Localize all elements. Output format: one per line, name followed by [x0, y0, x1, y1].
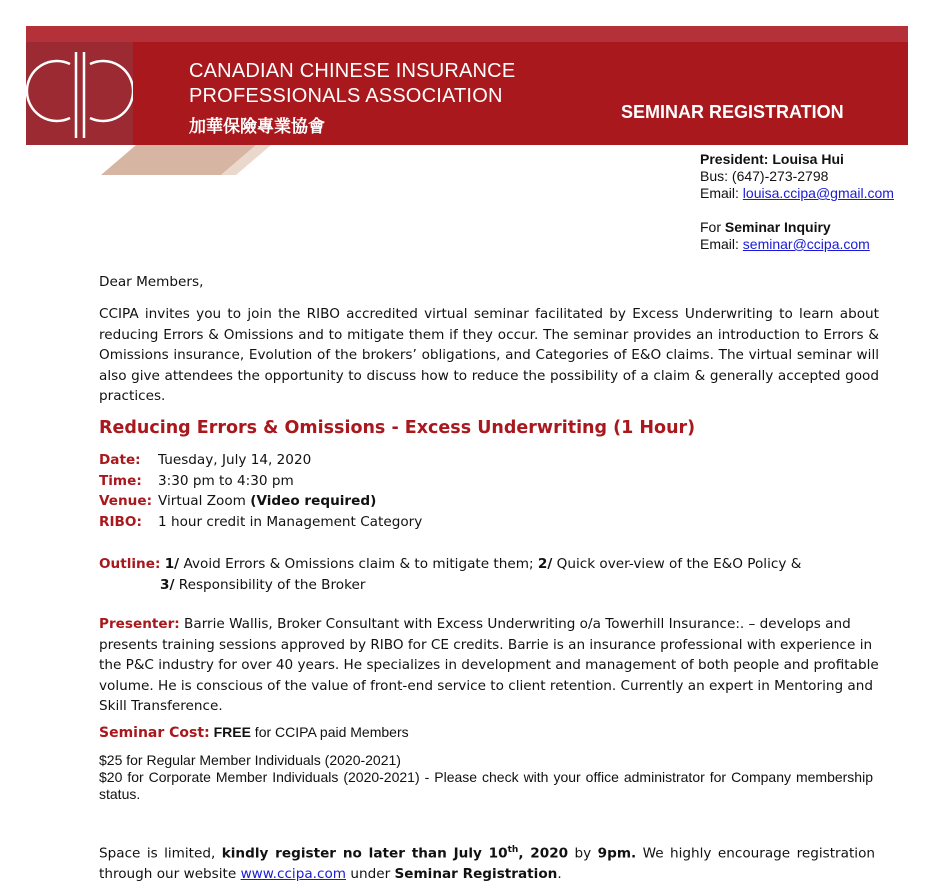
closing-year: , 2020: [518, 845, 569, 862]
venue-row: [99, 493, 376, 509]
seminar-title: Reducing Errors & Omissions - Excess Underwriting (1 Hour): [99, 418, 696, 438]
closing-t5: .: [557, 866, 562, 883]
org-name-line1: CANADIAN CHINESE INSURANCE: [189, 60, 516, 82]
closing-t4: under: [346, 866, 395, 883]
closing-t2: by: [568, 845, 598, 862]
time-label: Time:: [99, 473, 142, 489]
time-value: 3:30 pm to 4:30 pm: [158, 473, 294, 489]
closing-t3: We highly encourage registration through our website: [99, 845, 875, 883]
org-name-line2: PROFESSIONALS ASSOCIATION: [189, 85, 503, 107]
contact-block: [700, 151, 894, 253]
president-email-line: [700, 185, 894, 202]
ribo-value: 1 hour credit in Management Category: [158, 514, 423, 530]
cost-free: FREE: [209, 724, 251, 740]
org-name: [189, 59, 515, 109]
inquiry-email-label: Email:: [700, 236, 743, 252]
greeting: Dear Members,: [99, 274, 204, 290]
seminar-cost: [99, 724, 409, 741]
org-name-chinese: 加華保險專業協會: [189, 117, 325, 137]
price-corporate: $20 for Corporate Member Individuals (2020-2021) - Please check with your office administrator for Company membership status.: [99, 769, 873, 802]
website-link[interactable]: www.ccipa.com: [240, 866, 347, 883]
outline: [99, 554, 859, 595]
price-regular: $25 for Regular Member Individuals (2020-2021): [99, 752, 401, 768]
outline-item3: Responsibility of the Broker: [174, 576, 366, 593]
closing-t1: Space is limited,: [99, 845, 222, 862]
outline-item1: Avoid Errors & Omissions claim & to mitigate them;: [179, 556, 538, 572]
outline-line2: [99, 575, 859, 596]
venue-note: (Video required): [250, 493, 377, 509]
venue-value: Virtual Zoom: [158, 493, 251, 509]
inquiry-prefix: For: [700, 219, 725, 235]
presenter-paragraph: [99, 614, 879, 717]
presenter-label: Presenter:: [99, 616, 180, 632]
president-email-link[interactable]: louisa.ccipa@gmail.com: [742, 185, 894, 201]
inquiry-email-link[interactable]: seminar@ccipa.com: [742, 236, 870, 252]
date-value: Tuesday, July 14, 2020: [158, 452, 312, 468]
outline-label: Outline:: [99, 556, 161, 572]
closing-sup: th: [507, 845, 519, 855]
outline-num2: 2/: [537, 556, 553, 572]
president-label: President: Louisa Hui: [700, 151, 844, 167]
outline-num3: 3/: [160, 576, 175, 593]
decorative-stripe: [26, 145, 326, 175]
outline-num1: 1/: [164, 556, 180, 572]
inquiry-label: Seminar Inquiry: [724, 219, 831, 235]
time-row: [99, 473, 294, 489]
outline-item2: Quick over-view of the E&O Policy &: [552, 556, 802, 572]
ribo-label: RIBO:: [99, 514, 142, 530]
closing-time: 9pm.: [597, 845, 637, 862]
cost-free-text: for CCIPA paid Members: [250, 724, 409, 740]
inquiry-email-line: [700, 236, 894, 253]
cost-label: Seminar Cost:: [99, 725, 210, 741]
venue-label: Venue:: [99, 493, 153, 509]
email-label: Email:: [700, 185, 743, 201]
closing-section: Seminar Registration: [394, 866, 558, 883]
date-row: [99, 452, 311, 468]
outline-line1: [99, 554, 859, 575]
ribo-row: [99, 514, 422, 530]
page-title: SEMINAR REGISTRATION: [621, 102, 844, 122]
president-phone: Bus: (647)-273-2798: [700, 168, 829, 184]
date-label: Date:: [99, 452, 141, 468]
price-list: [99, 752, 873, 803]
presenter-text: Barrie Wallis, Broker Consultant with Excess Underwriting o/a Towerhill Insurance:. – develops and presents training sessions approved by RIBO for CE credits. Barrie is an insurance professional with experience in the P&C industry for over 40 years. He specializes in development and management of both people and profitable volume. He is conscious of the value of front-end service to client retention. Currently an expert in Mentoring and Skill Transference.: [99, 616, 879, 715]
inquiry-line: [700, 219, 894, 236]
intro-paragraph: CCIPA invites you to join the RIBO accredited virtual seminar facilitated by Excess Underwriting to learn about reducing Errors & Omissions and to mitigate them if they occur. The seminar provides an introduction to Errors & Omissions insurance, Evolution of the brokers’ obligations, and Categories of E&O claims. The virtual seminar will also give attendees the opportunity to discuss how to reduce the possibility of a claim & generally accepted good practices.: [99, 306, 879, 405]
ccipa-logo-icon: [26, 42, 133, 145]
closing-paragraph: [99, 840, 875, 885]
banner-accent-line: [26, 26, 908, 42]
closing-deadline: kindly register no later than July 10: [221, 845, 508, 862]
